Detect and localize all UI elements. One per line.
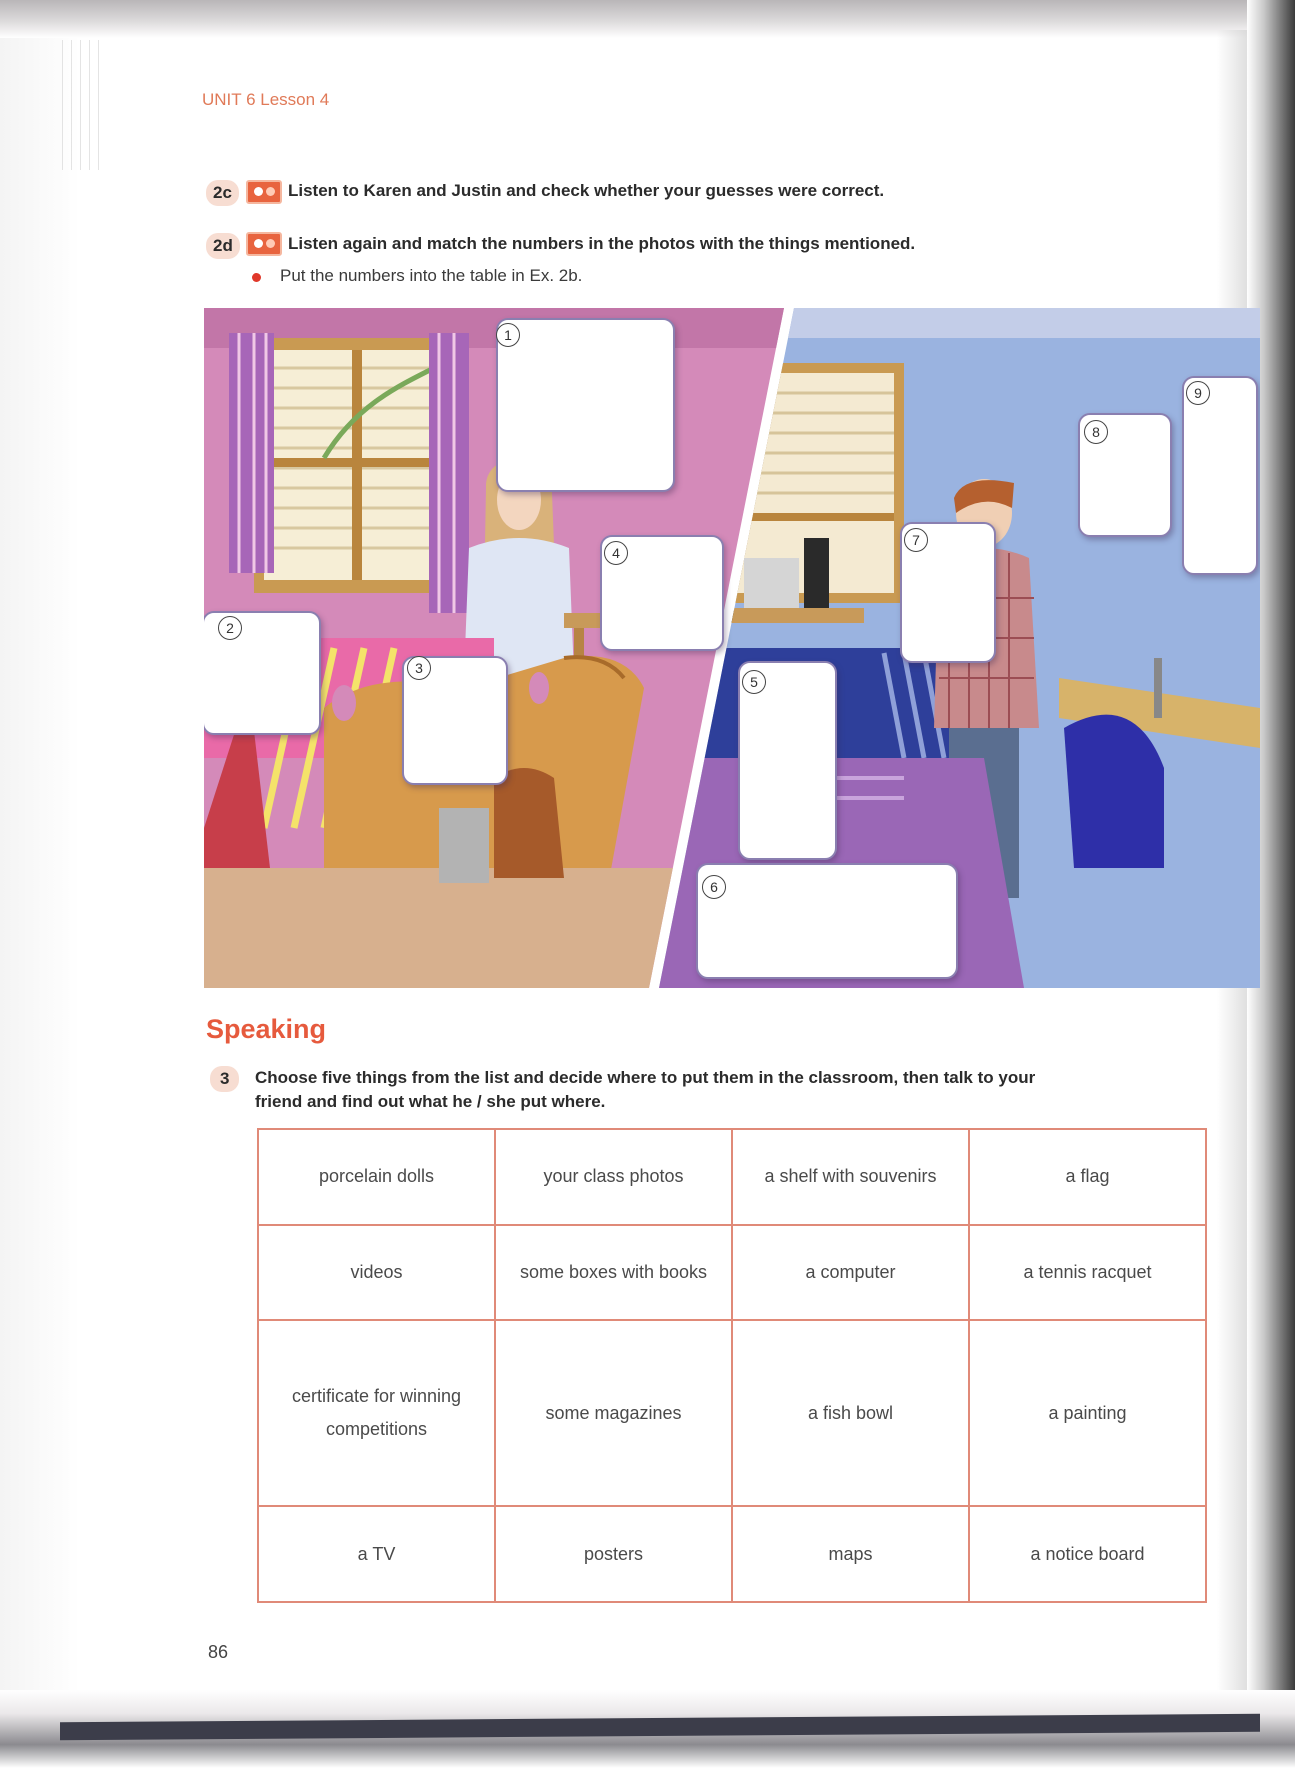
table-cell: porcelain dolls — [258, 1129, 495, 1225]
exercise-2c-instruction: Listen to Karen and Justin and check whether your guesses were correct. — [288, 181, 885, 200]
table-cell: a fish bowl — [732, 1320, 969, 1506]
table-row — [258, 1506, 1206, 1602]
exercise-2d-bullet-text: Put the numbers into the table in Ex. 2b. — [280, 266, 583, 285]
scan-top-edge — [0, 0, 1295, 38]
callout-number-8: 8 — [1084, 420, 1108, 444]
callout-number-9: 9 — [1186, 381, 1210, 405]
callout-number-6: 6 — [702, 875, 726, 899]
callout-number-7: 7 — [904, 528, 928, 552]
callout-number-2: 2 — [218, 616, 242, 640]
table-row — [258, 1320, 1206, 1506]
exercise-3-number: 3 — [210, 1066, 239, 1092]
table-cell: a flag — [969, 1129, 1206, 1225]
table-cell: some boxes with books — [495, 1225, 732, 1321]
table-cell: videos — [258, 1225, 495, 1321]
audio-icon[interactable] — [246, 232, 282, 256]
exercise-2d-number: 2d — [206, 233, 240, 259]
unit-lesson-header: UNIT 6 Lesson 4 — [202, 90, 330, 109]
table-cell: posters — [495, 1506, 732, 1602]
table-cell: certificate for winning competitions — [258, 1320, 495, 1506]
table-cell: your class photos — [495, 1129, 732, 1225]
callout-number-1: 1 — [496, 323, 520, 347]
bedroom-photos — [204, 308, 1260, 988]
callout-number-4: 4 — [604, 541, 628, 565]
table-cell: a tennis racquet — [969, 1225, 1206, 1321]
scan-left-shadow — [0, 0, 80, 1768]
audio-icon[interactable] — [246, 180, 282, 204]
table-cell: some magazines — [495, 1320, 732, 1506]
callout-box-1[interactable] — [496, 318, 675, 492]
things-table — [257, 1128, 1207, 1603]
table-cell: a computer — [732, 1225, 969, 1321]
page-number: 86 — [208, 1642, 229, 1662]
table-cell: a notice board — [969, 1506, 1206, 1602]
callout-number-5: 5 — [742, 670, 766, 694]
callout-box-6[interactable] — [696, 863, 958, 979]
exercise-3-instruction: Choose five things from the list and decide where to put them in the classroom, then talk to your friend and find out what he / she put where. — [255, 1068, 1036, 1111]
speaking-heading: Speaking — [206, 1014, 327, 1044]
bullet-dot — [252, 273, 261, 282]
exercise-2c-number: 2c — [206, 180, 239, 206]
exercise-2d-instruction: Listen again and match the numbers in the photos with the things mentioned. — [288, 234, 916, 253]
callout-box-9[interactable] — [1182, 376, 1258, 575]
table-cell: a painting — [969, 1320, 1206, 1506]
table-cell: a TV — [258, 1506, 495, 1602]
table-cell: a shelf with souvenirs — [732, 1129, 969, 1225]
table-cell: maps — [732, 1506, 969, 1602]
scan-margin-lines — [62, 40, 102, 170]
table-row — [258, 1225, 1206, 1321]
callout-number-3: 3 — [407, 656, 431, 680]
table-row — [258, 1129, 1206, 1225]
